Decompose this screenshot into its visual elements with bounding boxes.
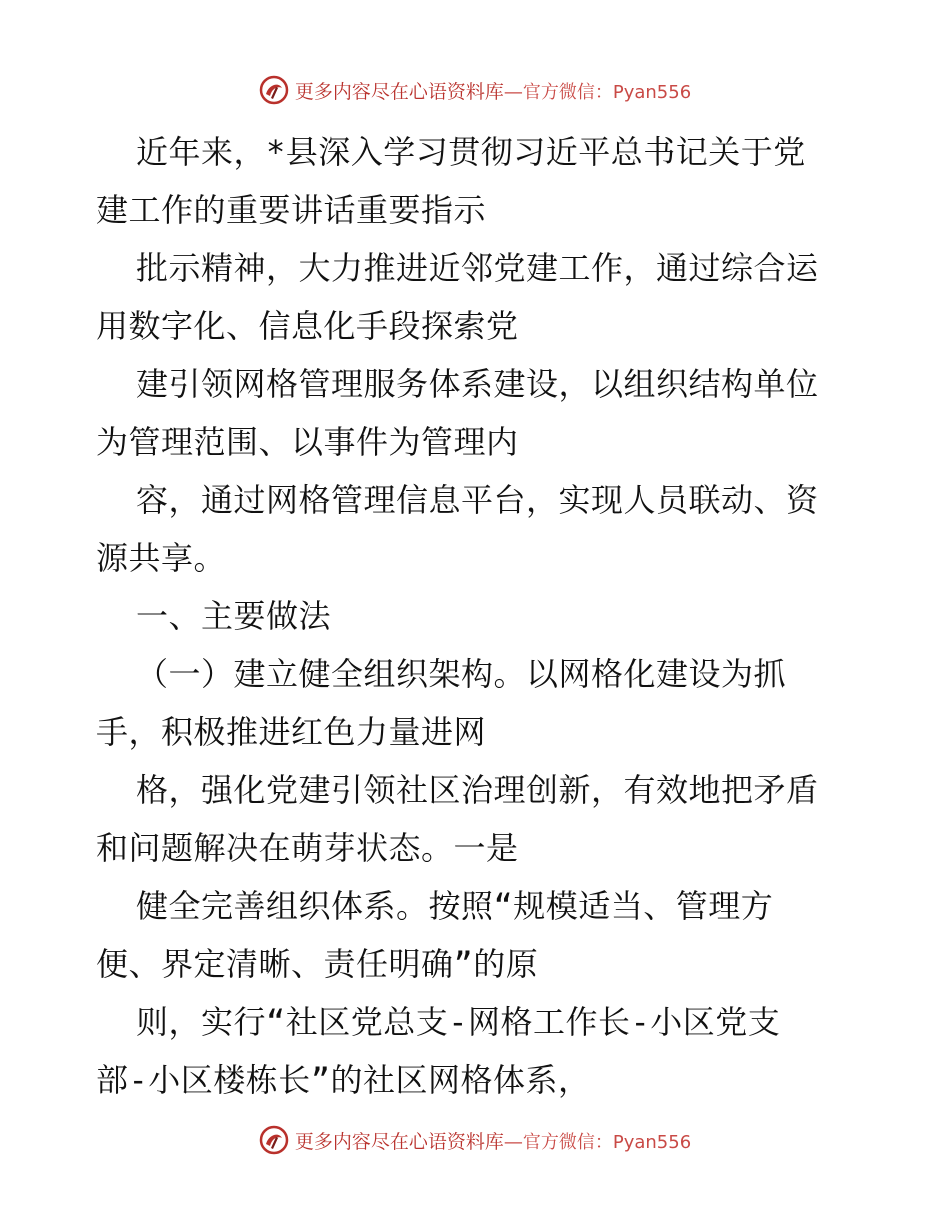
text-line: 则，实行“社区党总支-网格工作长-小区党支	[136, 1003, 781, 1041]
text-line: （一）建立健全组织架构。以网格化建设为抓	[136, 655, 787, 693]
header-watermark	[0, 70, 950, 110]
text-line: 建工作的重要讲话重要指示	[96, 191, 487, 229]
text-line: 用数字化、信息化手段探索党	[96, 307, 519, 345]
watermark-dash: —	[503, 80, 523, 103]
watermark-suffix: 官方微信：Pyan556	[522, 1131, 692, 1153]
text-line: 部-小区楼栋长”的社区网格体系，	[96, 1061, 591, 1099]
watermark-brand: 更多内容尽在心语资料库	[294, 80, 504, 103]
text-line: 源共享。	[96, 539, 227, 577]
text-line: 便、界定清晰、责任明确”的原	[96, 945, 539, 983]
text-line: 建引领网格管理服务体系建设，以组织结构单位	[136, 365, 819, 403]
footer-watermark	[0, 1120, 950, 1160]
text-line: 和问题解决在萌芽状态。一是	[96, 829, 519, 867]
text-line: 近年来，*县深入学习贯彻习近平总书记关于党	[136, 133, 806, 171]
document-body	[96, 123, 856, 1109]
watermark-brand: 更多内容尽在心语资料库	[294, 1130, 504, 1153]
text-line: 格，强化党建引领社区治理创新，有效地把矛盾	[136, 771, 819, 809]
watermark-suffix: 官方微信：Pyan556	[522, 81, 692, 103]
text-line: 手，积极推进红色力量进网	[96, 713, 487, 751]
section-heading: 一、主要做法	[136, 597, 332, 635]
text-line: 批示精神，大力推进近邻党建工作，通过综合运	[136, 249, 819, 287]
red-swirl-logo-icon	[259, 1125, 289, 1155]
text-line: 容，通过网格管理信息平台，实现人员联动、资	[136, 481, 819, 519]
red-swirl-logo-icon	[259, 75, 289, 105]
text-line: 为管理范围、以事件为管理内	[96, 423, 519, 461]
watermark-dash: —	[503, 1130, 523, 1153]
text-line: 健全完善组织体系。按照“规模适当、管理方	[136, 887, 774, 925]
